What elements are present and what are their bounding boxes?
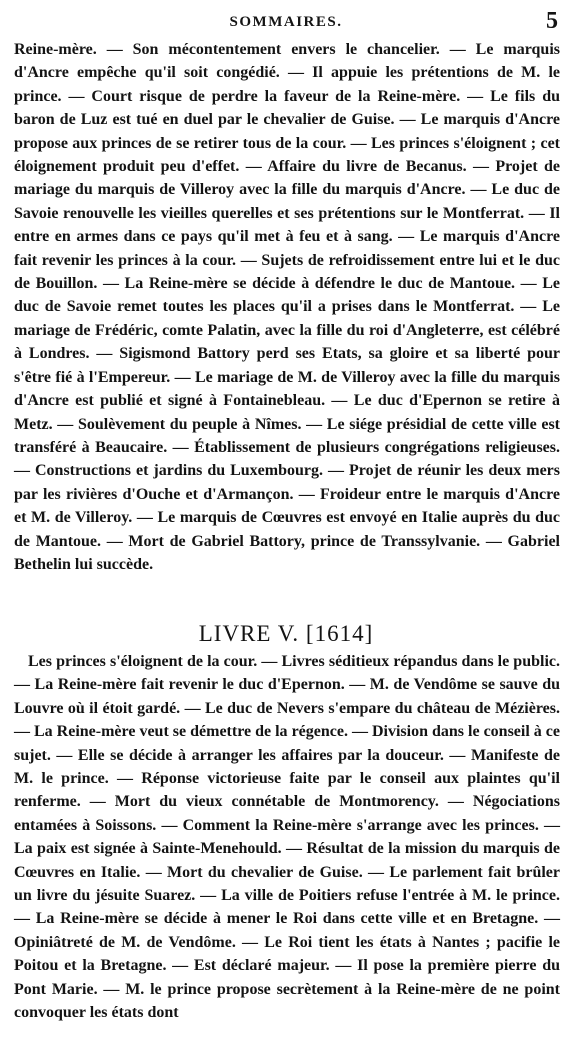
running-head: [0, 8, 572, 36]
summary-paragraph-1: Reine-mère. — Son mécontentement envers le chancelier. — Le marquis d'Ancre empêche qu'il soit congédié. — Il appuie les prétentions de M. le prince. — Court risque de perdre la faveur de la Reine-mère. — Le fils du baron de Luz est tué en duel par le chevalier de Guise. — Le marquis d'Ancre propose aux princes de se retirer tous de la cour. — Les princes s'éloignent ; cet éloignement produit peu d'effet. — Affaire du livre de Becanus. — Projet de mariage du marquis de Villeroy avec la fille du marquis d'Ancre. — Le duc de Savoie renouvelle les vieilles querelles et ses prétentions sur le Montferrat. — Il entre en armes dans ce pays qu'il met à feu et à sang. — Le marquis d'Ancre fait revenir les princes à la cour. — Sujets de refroidissement entre lui et le duc de Bouillon. — La Reine-mère se décide à défendre le duc de Mantoue. — Le duc de Savoie remet toutes les places qu'il a prises dans le Montferrat. — Le mariage de Frédéric, comte Palatin, avec la fille du roi d'Angleterre, est célébré à Londres. — Sigismond Battory perd ses Etats, sa gloire et sa liberté pour s'être fié à l'Empereur. — Le mariage de M. de Villeroy avec la fille du marquis d'Ancre est publié et signé à Fontainebleau. — Le duc d'Epernon se retire à Metz. — Soulèvement du peuple à Nîmes. — Le siége présidial de cette ville est transféré à Beaucaire. — Établissement de plusieurs congrégations religieuses. — Constructions et jardins du Luxembourg. — Projet de réunir les deux mers par les rivières d'Ouche et d'Armançon. — Froideur entre le marquis d'Ancre et M. de Villeroy. — Le marquis de Cœuvres est envoyé en Italie auprès du duc de Mantoue. — Mort de Gabriel Battory, prince de Transsylvanie. — Gabriel Bethelin lui succède.: [14, 41, 560, 573]
summary-paragraph-2: Les princes s'éloignent de la cour. — Livres séditieux répandus dans le public. — La Reine-mère fait revenir le duc d'Epernon. — M. de Vendôme se sauve du Louvre où il étoit gardé. — Le duc de Nevers s'empare du château de Mézières. — La Reine-mère veut se démettre de la régence. — Division dans le conseil à ce sujet. — Elle se décide à arranger les affaires par la douceur. — Manifeste de M. le prince. — Réponse victorieuse faite par le conseil aux plaintes qu'il renferme. — Mort du vieux connétable de Montmorency. — Négociations entamées à Soissons. — Comment la Reine-mère s'arrange avec les princes. — La paix est signée à Sainte-Menehould. — Résultat de la mission du marquis de Cœuvres en Italie. — Mort du chevalier de Guise. — Le parlement fait brûler un livre du jésuite Suarez. — La ville de Poitiers refuse l'entrée à M. le prince. — La Reine-mère se décide à mener le Roi dans cette ville et en Bretagne. — Opiniâtreté de M. de Vendôme. — Le Roi tient les états à Nantes ; pacifie le Poitou et la Bretagne. — Est déclaré majeur. — Il pose la première pierre du Pont Marie. — M. le prince propose secrètement à la Reine-mère de ne point convoquer les états dont: [14, 653, 560, 1022]
page-number: 5: [546, 8, 558, 34]
section-heading: LIVRE V. [1614]: [198, 621, 374, 646]
running-title: SOMMAIRES.: [229, 14, 343, 30]
